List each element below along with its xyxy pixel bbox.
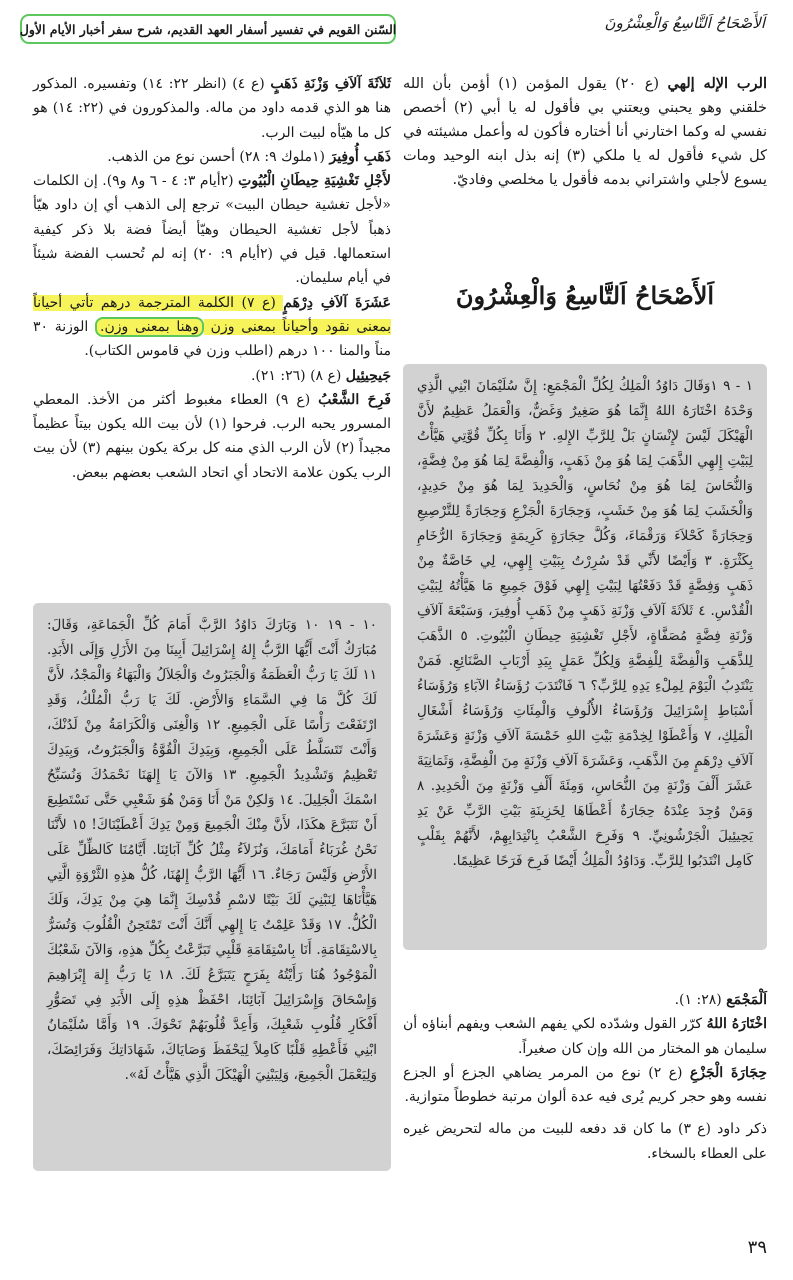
running-header: اَلأَصْحَاحُ اَلتَّاسِعُ وَالْعِشْرُونَ — [604, 14, 765, 32]
note-paragraph — [33, 72, 391, 145]
note-text: ذكر داود (ع ٣) ما كان قد دفعه للبيت من ماله لتحريض غيره على العطاء بالسخاء. — [403, 1121, 767, 1162]
note-paragraph — [403, 1012, 767, 1061]
note-term: فَرِحَ الشَّعْبُ — [318, 391, 391, 408]
note-text: (ع ٩) العطاء مغبوط أكثر من الأخذ. المعطي المسرور يحبه الرب. فرحوا (١) لأن بيت الله يكون بيتاً عظيماً مجيداً (٢) لأن الرب الذي منه كل بركة يكون بينهم (٣) لأن بيت الرب يكون علامة الاتحاد أي اتحاد الشعب بعضهم ببعض. — [33, 391, 392, 481]
note-text: (ع ٢) نوع من المرمر يضاهي الجزع أو الجزع نفسه وهو حجر كريم يُرى فيه عدة ألوان مرتبة خطوطاً متوازية. — [403, 1064, 767, 1106]
scripture-text: ١٠ - ١٩ ١٠ وَبَارَكَ دَاوُدُ الرَّبَّ أَمَامَ كُلِّ الْجَمَاعَةِ، وَقَالَ: مُبَارَكٌ أَنْتَ أَيُّهَا الرَّبُّ إِلهُ إِسْرَائِيلَ أَبِينَا مِنَ الأَزَلِ وَإِلَى الأَبَدِ. ١١ لَكَ يَا رَبُّ الْعَظَمَةُ وَالْجَبَرُوتُ وَالْجَلاَلُ وَالْبَهَاءُ وَالْمَجْدُ، لأَنَّ لَكَ كُلَّ مَا فِي السَّمَاءِ وَالأَرْضِ. لَكَ يَا رَبُّ الْمُلْكُ، وَقَدِ ارْتَفَعْتَ رَأْسًا عَلَى الْجَمِيعِ. ١٢ وَالْغِنَى وَالْكَرَامَةُ مِنْ لَدُنْكَ، وَأَنْتَ تَتَسَلَّطُ عَلَى الْجَمِيعِ، وَبِيَدِكَ الْقُوَّةُ وَالْجَبَرُوتُ، وَبِيَدِكَ تَعْظِيمُ وَتَشْدِيدُ الْجَمِيعِ. ١٣ وَالآنَ يَا إِلهَنَا نَحْمَدُكَ وَنُسَبِّحُ اسْمَكَ الْجَلِيلَ. ١٤ وَلكِنْ مَنْ أَنَا وَمَنْ هُوَ شَعْبِي حَتَّى نَسْتَطِيعَ أَنْ نَتَبَرَّعَ هكَذَا، لأَنَّ مِنْكَ الْجَمِيعَ وَمِنْ يَدِكَ أَعْطَيْنَاكَ! ١٥ لأَنَّنَا نَحْنُ غُرَبَاءُ أَمَامَكَ، وَنُزَلاَءُ مِثْلُ كُلِّ آبَائِنَا. أَيَّامُنَا كَالظِّلِّ عَلَى الأَرْضِ وَلَيْسَ رَجَاءٌ. ١٦ أَيُّهَا الرَّبُّ إِلهُنَا، كُلُّ هذِهِ الثَّرْوَةِ الَّتِي هَيَّأْنَاهَا لِنَبْنِيَ لَكَ بَيْتًا لاسْمِ قُدْسِكَ إِنَّمَا هِيَ مِنْ يَدِكَ، وَلَكَ الْكُلُّ. ١٧ وَقَدْ عَلِمْتُ يَا إِلهِي أَنَّكَ أَنْتَ تَمْتَحِنُ الْقُلُوبَ وَتُسَرُّ بِالاسْتِقَامَةِ. أَنَا بِاسْتِقَامَةِ قَلْبِي تَبَرَّعْتُ بِكُلِّ هذِهِ، وَالآنَ شَعْبُكَ الْمَوْجُودُ هُنَا رَأَيْتُهُ بِفَرَحٍ يَتَبَرَّعُ لَكَ. ١٨ يَا رَبُّ إِلهَ إِبْرَاهِيمَ وَإِسْحَاقَ وَإِسْرَائِيلَ آبَائِنَا، احْفَظْ هذِهِ إِلَى الأَبَدِ فِي تَصَوُّرِ أَفْكَارِ قُلُوبِ شَعْبِكَ، وَأَعِدَّ قُلُوبَهُمْ نَحْوَكَ. ١٩ وَأَمَّا سُلَيْمَانُ ابْنِي فَأَعْطِهِ قَلْبًا كَامِلاً لِيَحْفَظَ وَصَايَاكَ، شَهَادَاتِكَ وَفَرَائِضَكَ، وَلِيَعْمَلَ الْجَمِيعَ، وَلِيَبْنِيَ الْهَيْكَلَ الَّذِي هَيَّأْتُ لَهُ». — [47, 617, 377, 1083]
note-paragraph — [403, 1117, 767, 1166]
note-term: اَلْمَجْمَع — [726, 992, 767, 1008]
chapter-title: اَلأَصْحَاحُ اَلتَّاسِعُ وَالْعِشْرُونَ — [455, 281, 715, 310]
note-term: حِجَارَةَ الْجَزْعِ — [689, 1064, 768, 1081]
note-text: الوزنة ٣٠ مناً والمنا ١٠٠ درهم (اطلب وزن في قاموس الكتاب). — [33, 318, 391, 360]
note-paragraph — [403, 1061, 767, 1110]
commentary-right-bottom — [403, 988, 767, 1166]
intro-note — [403, 72, 767, 192]
note-term: اخْتَارَهُ اللهُ — [706, 1016, 767, 1033]
highlighted-text: (ع ٧) الكلمة المترجمة درهم تأتي أحياناً بمعنى نقود وأحياناً بمعنى وزن — [33, 294, 391, 335]
note-paragraph — [33, 145, 391, 169]
note-term: ذَهَبِ أُوفِيرَ — [329, 148, 391, 165]
note-text: (ع ٢٠) يقول المؤمن (١) أؤمن بأن الله خلقني وهو يحبني ويعتني بي فأقول له يا أبي (٢) أخصص نفسي له وكما اختارني أنا أختاره فأكون له وأعمل مشيئته في كل شيء فأقول له يا ملكي (٣) إنه بذل ابنه الوحيد ومات يسوع لأجلي واشتراني بدمه فأقول يا مخلصي وفاديّ. — [403, 76, 767, 188]
note-paragraph — [33, 388, 391, 485]
scripture-text: ١ - ٩ ١وَقَالَ دَاوُدُ الْمَلِكُ لِكُلِّ الْمَجْمَعِ: إِنَّ سُلَيْمَانَ ابْنِي الَّذِي وَحْدَهُ اخْتَارَهُ اللهُ إِنَّمَا هُوَ صَغِيرٌ وَغَضٌّ، وَالْعَمَلُ عَظِيمٌ لأَنَّ الْهَيْكَلَ لَيْسَ لإِنْسَانٍ بَلْ لِلرَّبِّ الإِلهِ. ٢ وَأَنَا بِكُلِّ قُوَّتِي هَيَّأْتُ لِبَيْتِ إِلهِي الذَّهَبَ لِمَا هُوَ مِنْ ذَهَبٍ، وَالْفِضَّةَ لِمَا هُوَ مِنْ فِضَّةٍ، وَالنُّحَاسَ لِمَا هُوَ مِنْ نُحَاسٍ، وَالْحَدِيدَ لِمَا هُوَ مِنْ حَدِيدٍ، وَالْخَشَبَ لِمَا هُوَ مِنْ خَشَبٍ، وَحِجَارَةَ الْجَزْعِ وَحِجَارَةً لِلتَّرْصِيعِ وَحِجَارَةً كَحْلاَءَ وَرَقْمَاءَ، وَكُلَّ حِجَارَةٍ كَرِيمَةٍ وَحِجَارَةَ الرُّخَامِ بِكَثْرَةٍ. ٣ وَأَيْضًا لأَنِّي قَدْ سُرِرْتُ بِبَيْتِ إِلهِي، لِي خَاصَّةٌ مِنْ ذَهَبٍ وَفِضَّةٍ قَدْ دَفَعْتُهَا لِبَيْتِ إِلهِي فَوْقَ جَمِيعِ مَا هَيَّأْتُهُ لِبَيْتِ الْقُدْسِ. ٤ ثَلاَثَةَ آلاَفِ وَزْنَةِ ذَهَبٍ مِنْ ذَهَبِ أُوفِيرَ، وَسَبْعَةَ آلاَفِ وَزْنَةِ فِضَّةٍ مُصَفَّاةٍ، لأَجْلِ تَغْشِيَةِ حِيطَانِ الْبُيُوتِ. ٥ الذَّهَبَ لِلذَّهَبِ وَالْفِضَّةَ لِلْفِضَّةِ وَلِكُلِّ عَمَلٍ بِيَدِ أَرْبَابِ الصَّنَائِعِ. فَمَنْ يَنْتَدِبُ الْيَوْمَ لِمِلْءِ يَدِهِ لِلرَّبِّ؟ ٦ فَانْتَدَبَ رُؤَسَاءُ الآبَاءِ وَرُؤَسَاءُ أَسْبَاطِ إِسْرَائِيلَ وَرُؤَسَاءُ الأُلُوفِ وَالْمِئَاتِ وَرُؤَسَاءُ أَشْغَالِ الْمَلِكِ، ٧ وَأَعْطَوْا لِخِدْمَةِ بَيْتِ اللهِ خَمْسَةَ آلاَفِ وَزْنَةٍ وَعَشَرَةَ آلاَفِ دِرْهَمٍ مِنَ الذَّهَبِ، وَعَشَرَةَ آلاَفِ وَزْنَةٍ مِنَ الْفِضَّةِ، وَثَمَانِيَةَ عَشَرَ أَلْفَ وَزْنَةٍ مِنَ النُّحَاسِ، وَمِئَةَ أَلْفِ وَزْنَةٍ مِنَ الْحَدِيدِ. ٨ وَمَنْ وُجِدَ عِنْدَهُ حِجَارَةٌ أَعْطَاهَا لِخَزِينَةِ بَيْتِ الرَّبِّ عَنْ يَدِ يَحِيئِيلَ الْجَرْشُونِيِّ. ٩ وَفَرِحَ الشَّعْبُ بِانْتِدَابِهِمْ، لأَنَّهُمْ بِقَلْبٍ كَامِل انْتَدَبُوا لِلرَّبِّ. وَدَاوُدُ الْمَلِكُ أَيْضًا فَرِحَ فَرَحًا عَظِيمًا. — [417, 378, 754, 869]
note-paragraph — [33, 364, 391, 388]
book-title-header: السّنن القويم في تفسير أسفار العهد القديم، شرح سفر أخبار الأيام الأول — [20, 14, 396, 44]
commentary-left-top — [33, 72, 391, 485]
note-term: جَيحِيئِيل — [345, 367, 391, 384]
note-text: (٢أيام ٣: ٤ - ٦ و٨ و٩). إن الكلمات «لأجل تغشية حيطان البيت» ترجع إلى الذهب أي إن داود هيّأ ذهباً لأجل تغشية الحيطان وهيّأ أيضاً فضة بلا ذكر كيفية استعمالها. قيل في (٢أيام ٩: ٢٠) إنه لم تُحسب الفضة شيئاً في أيام سليمان. — [33, 173, 392, 287]
note-paragraph — [33, 169, 391, 290]
note-term: لأَجْلِ تَغْشِيَةِ حِيطَانِ الْبُيُوتِ — [238, 173, 391, 190]
scripture-box-10-19 — [33, 603, 391, 1171]
note-term: عَشَرَةَ آلاَفِ دِرْهَمٍ — [283, 294, 392, 311]
note-paragraph — [403, 988, 767, 1012]
note-text: (ع ٨) (٢٦: ٢١). — [250, 367, 346, 384]
page-number: ٣٩ — [747, 1237, 767, 1258]
note-text: (١ملوك ٩: ٢٨) أحسن نوع من الذهب. — [107, 148, 330, 165]
note-term: ثَلاَثَةَ آلاَفِ وَزْنَةِ ذَهَبٍ — [270, 76, 392, 92]
highlighted-note — [33, 291, 391, 364]
scripture-box-1-9 — [403, 364, 767, 950]
circled-annotation: وهنا بمعنى وزن. — [95, 317, 204, 337]
note-text: كرّر القول وشدّده لكي يفهم الشعب ويفهم أبناؤه أن سليمان هو المختار من الله وإن كان صغيراً. — [403, 1016, 767, 1057]
note-text: (ع ٤) (انظر ٢٢: ١٤) وتفسيره. المذكور هنا هو الذي قدمه داود من ماله. والمذكورون في (٢٢: ١٤) هو كل ما هيّأه لبيت الرب. — [33, 76, 391, 141]
note-text: (٢٨: ١). — [674, 992, 727, 1008]
note-term: الرب الإله إلهي — [667, 75, 767, 92]
